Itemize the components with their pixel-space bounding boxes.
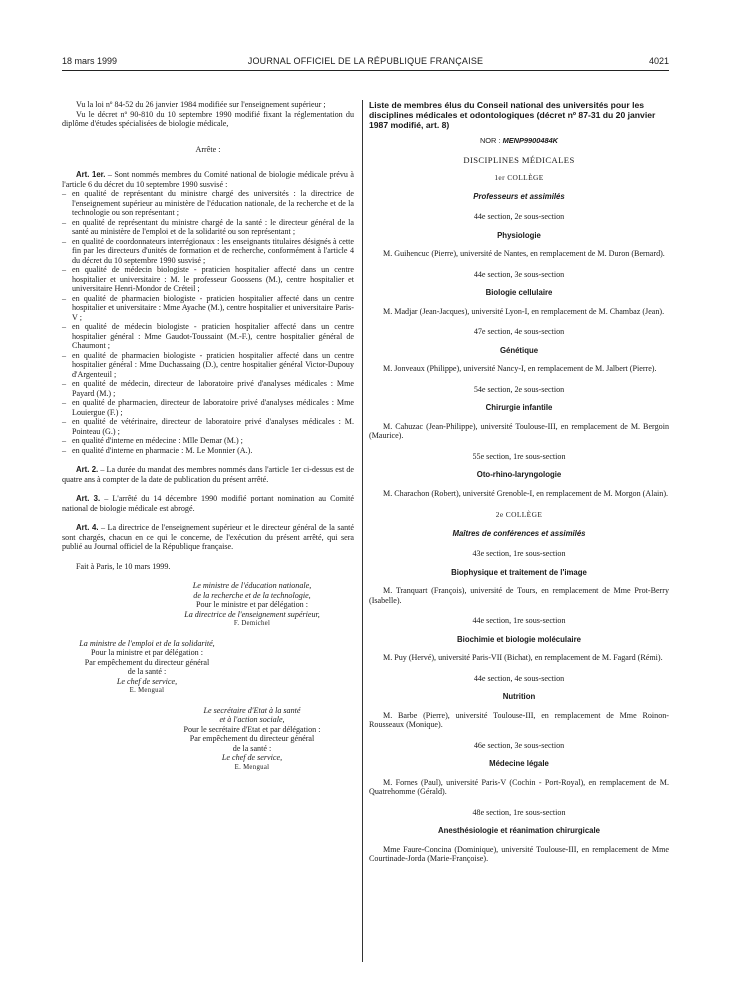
category-2-heading: Maîtres de conférences et assimilés [452,528,586,538]
article-1 [62,170,354,189]
speciality-heading: Nutrition [502,692,536,701]
section-label: 44e section, 3e sous-section [473,269,565,279]
sig3-line-4: Par empêchement du directeur général [189,734,315,743]
section-entry [369,212,669,259]
sig2-line-3: Par empêchement du directeur général [84,657,210,667]
article-3 [62,494,354,513]
column-separator [362,100,363,962]
member-entry: M. Puy (Hervé), université Paris-VII (Bichat), en remplacement de M. Fagard (Rémi). [383,653,663,662]
speciality-heading: Oto-rhino-laryngologie [476,470,562,479]
member-entry: M. Guihencuc (Pierre), université de Nantes, en remplacement de M. Duron (Bernard). [383,249,665,258]
sig3-line-6: Le chef de service, [221,753,283,762]
college-1-heading: 1er COLLÈGE [494,173,544,182]
section-entry [369,674,669,730]
list-item: – en qualité de pharmacien, directeur de laboratoire privé d'analyses médicales : Mme Louiergue (F.) ; [62,398,354,417]
article-4-label: Art. 4. [76,523,99,532]
sig2-line-1: La ministre de l'emploi et de la solidarité, [79,638,215,648]
visa-1: Vu la loi nº 84-52 du 26 janvier 1984 modifiée sur l'enseignement supérieur ; [76,100,326,109]
page-header [62,56,669,70]
speciality-heading: Anesthésiologie et réanimation chirurgicale [437,826,601,835]
nor-label: NOR : [479,136,503,145]
speciality-heading: Médecine légale [489,759,549,768]
header-date: 18 mars 1999 [62,56,118,66]
list-item: – en qualité de pharmacien biologiste - praticien hospitalier affecté dans un centre hospitalier général : Mme Duchassaing (D.), centre hospitalier général Victor-Dupouy d'Argenteuil ; [62,351,354,380]
sig2-line-5: Le chef de service, [116,676,178,686]
list-item: – en qualité de coordonnateurs interrégionaux : les enseignants titulaires désignés à cette fin par les directeurs d'unités de formation et de recherche, conformément à l'article 4 du décret du 10 septembre 1990 susvisé ; [62,237,354,266]
signature-block-2 [62,639,232,696]
section-label: 48e section, 1re sous-section [472,807,566,817]
sig2-line-2: Pour la ministre et par délégation : [91,648,203,657]
visa-2: Vu le décret nº 90-810 du 10 septembre 1990 modifié fixant la réglementation du diplôme d'études spécialisées de biologie médicale, [62,109,354,128]
speciality-heading: Biochimie et biologie moléculaire [457,634,581,644]
member-entry: M. Charachon (Robert), université Grenoble-I, en remplacement de M. Morgon (Alain). [383,488,669,498]
member-entry: Mme Faure-Concina (Dominique), université Toulouse-III, en remplacement de Mme Courtinade-Jorda (Marie-Françoise). [369,844,669,863]
sig3-name: E. Mengual [234,763,270,771]
sig1-line-4: La directrice de l'enseignement supérieur, [184,609,320,619]
article-1-text: – Sont nommés membres du Comité national de biologie médicale prévu à l'article 6 du décret du 10 septembre 1990 susvisé : [62,170,354,189]
article-2-text: – La durée du mandat des membres nommés dans l'article 1er ci-dessus est de quatre ans à compter de la date de publication du présent arrêté. [62,465,354,484]
sig3-line-1: Le secrétaire d'Etat à la santé [203,705,301,715]
section-label: 54e section, 2e sous-section [473,384,565,394]
signature-block-1 [152,581,352,629]
list-item: – en qualité de pharmacien biologiste - praticien hospitalier affecté dans un centre hospitalier et universitaire : Mme Ayache (M.), centre hospitalier et universitaire Paris-V ; [62,294,354,323]
section-label: 47e section, 4e sous-section [473,327,565,336]
article-1-list [62,189,354,455]
article-2 [62,465,354,484]
nor-reference [369,136,669,146]
member-entry: M. Tranquart (François), université de Tours, en remplacement de Mme Prot-Berry (Isabelle). [369,586,669,605]
list-item: – en qualité d'interne en pharmacie : M. Le Monnier (A.). [62,446,354,456]
category-1-heading: Professeurs et assimilés [473,191,565,201]
sig1-line-1: Le ministre de l'éducation nationale, [192,581,312,590]
right-column [369,100,669,864]
section-entry [369,741,669,797]
section-label: 44e section, 2e sous-section [473,212,565,221]
sig1-line-2: de la recherche et de la technologie, [193,590,311,600]
section-label: 43e section, 1re sous-section [472,549,566,558]
speciality-heading: Physiologie [497,230,541,240]
journal-title: JOURNAL OFFICIEL DE LA RÉPUBLIQUE FRANÇAISE [247,56,484,66]
list-item: – en qualité de médecin biologiste - praticien hospitalier affecté dans un centre hospitalier et universitaire : M. le professeur Goossens (M.), centre hospitalier et universitaire Henri-Mondor de Créteil ; [62,265,354,294]
nor-code: MENP9900484K [502,136,559,145]
header-rule [62,70,669,71]
college-2-heading: 2e COLLÈGE [495,510,543,519]
member-entry: M. Fornes (Paul), université Paris-V (Cochin - Port-Royal), en remplacement de M. Quatrehomme (Gérald). [369,777,669,796]
list-item: – en qualité de vétérinaire, directeur de laboratoire privé d'analyses médicales : M. Pointeau (G.) ; [62,417,354,436]
section-entry [369,270,669,317]
list-item: – en qualité de représentant du ministre chargé des universités : la directrice de l'enseignement supérieur au ministère de l'éducation nationale, de la recherche et de la technologie ou son représentant ; [62,189,354,218]
section-entry [369,549,669,605]
sig2-line-4: de la santé : [127,667,167,676]
fait-a-paris: Fait à Paris, le 10 mars 1999. [76,561,171,571]
member-entry: M. Jonveaux (Philippe), université Nancy-I, en remplacement de M. Jalbert (Pierre). [383,364,657,373]
list-item: – en qualité d'interne en médecine : Mlle Demar (M.) ; [62,436,354,446]
section-label: 44e section, 1re sous-section [472,616,566,625]
section-entry [369,452,669,499]
list-item: – en qualité de médecin, directeur de laboratoire privé d'analyses médicales : Mme Payard (M.) ; [62,379,354,398]
speciality-heading: Chirurgie infantile [485,403,553,412]
sig1-line-3: Pour le ministre et par délégation : [196,600,308,609]
speciality-heading: Génétique [499,345,539,355]
discipline-heading: DISCIPLINES MÉDICALES [463,154,575,165]
speciality-heading: Biologie cellulaire [485,288,553,297]
sig3-line-2: et à l'action sociale, [219,715,285,724]
article-2-label: Art. 2. [76,465,99,474]
sig3-line-5: de la santé : [232,743,272,753]
signature-block-3 [152,706,352,773]
article-3-text: – L'arrêté du 14 décembre 1990 modifié portant nomination au Comité national de biologie médicale est abrogé. [62,494,354,513]
section-entry [369,327,669,374]
section-entry [369,385,669,441]
list-item: – en qualité de représentant du ministre chargé de la santé : le directeur général de la santé au ministère de l'emploi et de la solidarité ou son représentant ; [62,218,354,237]
article-1-label: Art. 1er. [76,170,106,179]
member-entry: M. Madjar (Jean-Jacques), université Lyon-I, en remplacement de M. Chambaz (Jean). [383,306,665,316]
section-entry [369,616,669,663]
article-3-label: Art. 3. [76,494,101,503]
section-label: 44e section, 4e sous-section [473,673,565,683]
member-entry: M. Cahuzac (Jean-Philippe), université Toulouse-III, en remplacement de M. Bergoin (Maurice). [369,421,669,440]
arrete-heading: Arrête : [195,144,221,154]
section-label: 55e section, 1re sous-section [472,451,566,461]
list-item: – en qualité de médecin biologiste - praticien hospitalier affecté dans un centre hospitalier général : Mme Gaudot-Toussaint (M.-F.), centre hospitalier général de Chaumont ; [62,322,354,351]
page-number: 4021 [648,56,669,66]
left-column [62,100,354,772]
speciality-heading: Biophysique et traitement de l'image [451,567,587,577]
sig2-name: E. Mengual [129,687,165,694]
sig1-name: F. Demichel [233,620,271,627]
article-4-text: – La directrice de l'enseignement supérieur et le directeur général de la santé sont chargés, chacun en ce qui le concerne, de l'exécution du présent arrêté, qui sera publié au Journal officiel de la République française. [62,523,354,551]
list-title: Liste de membres élus du Conseil national des universités pour les disciplines médicales et odontologiques (décret nº 87-31 du 20 janvier 1987 modifié, art. 8) [369,100,656,130]
article-4 [62,523,354,552]
sig3-line-3: Pour le secrétaire d'Etat et par délégation : [183,724,321,734]
section-entry [369,808,669,864]
member-entry: M. Barbe (Pierre), université Toulouse-III, en remplacement de Mme Roinon-Rousseaux (Monique). [369,710,669,729]
section-label: 46e section, 3e sous-section [473,740,565,750]
